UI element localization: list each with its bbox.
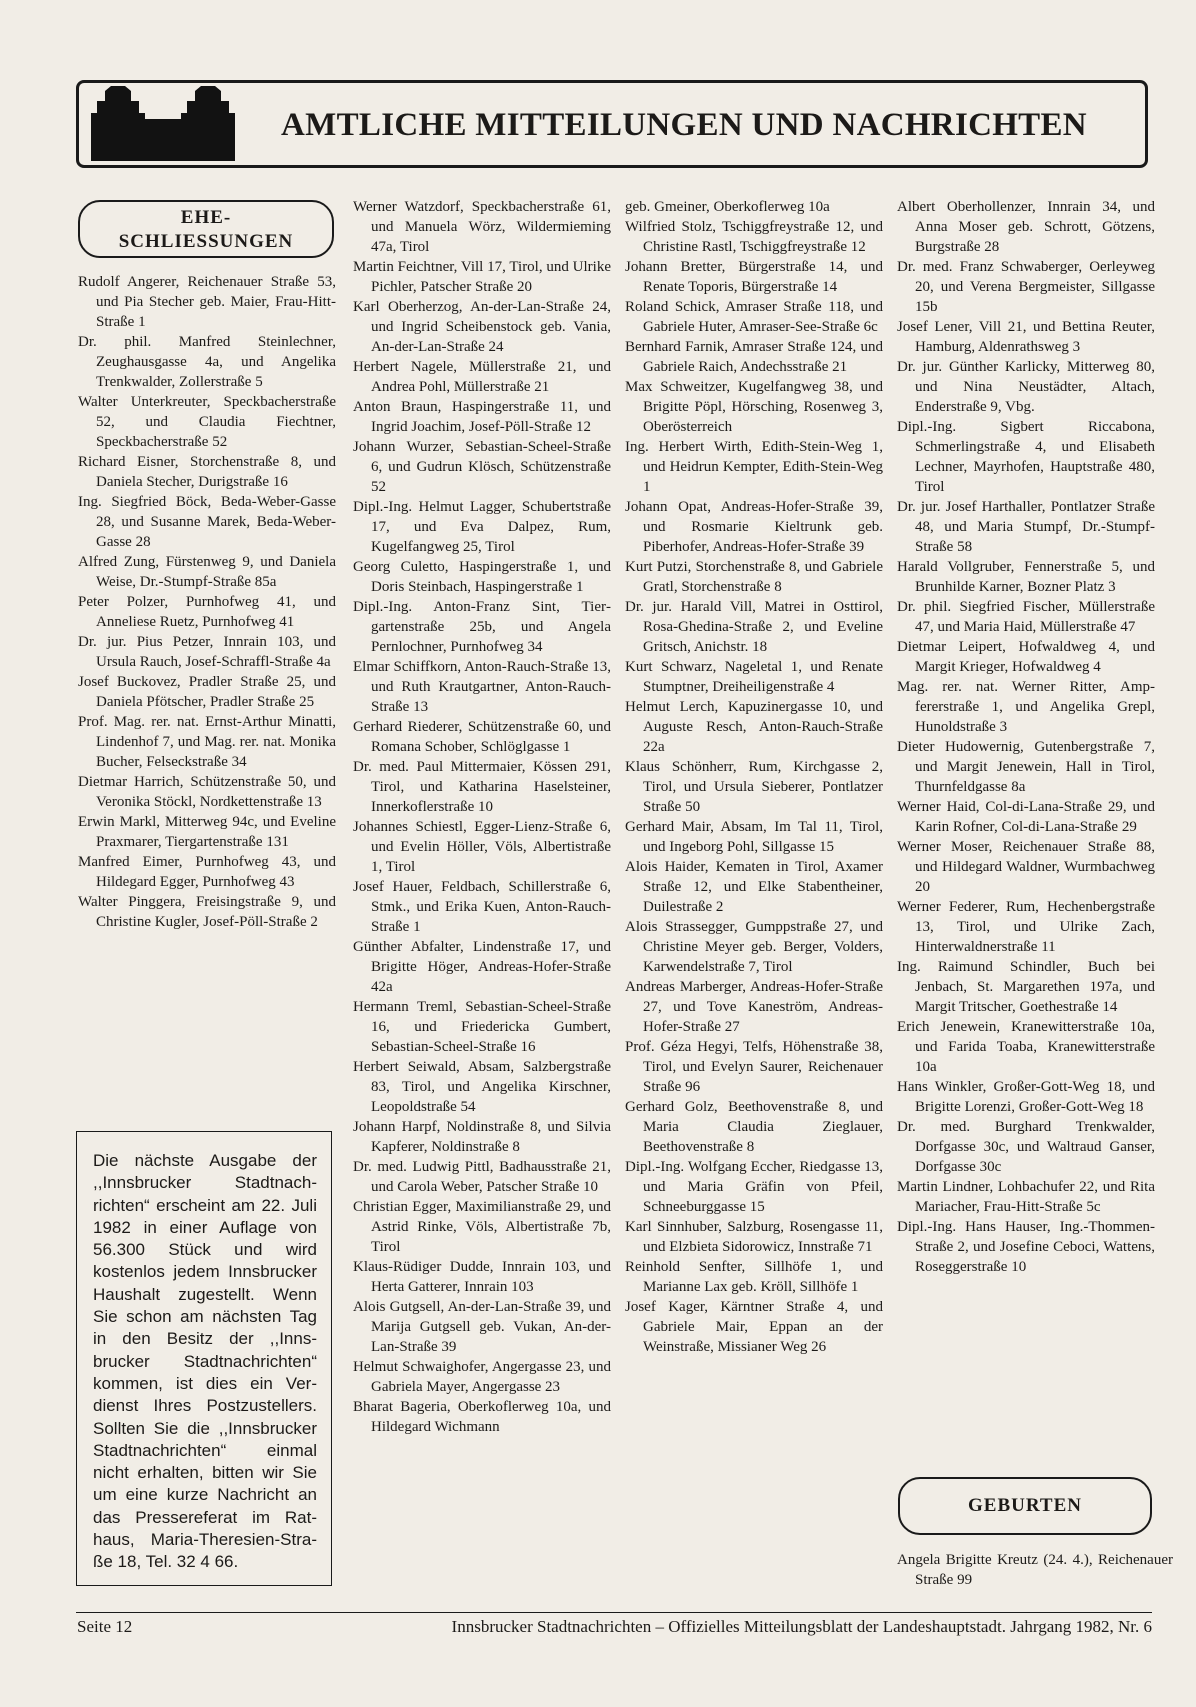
list-item: Gerhard Riederer, Schützenstraße 60, und Romana Schober, Schlöglgasse 1 bbox=[353, 719, 611, 755]
list-item: Elmar Schiffkorn, Anton-Rauch-Straße 13, und Ruth Krautgartner, Anton-Rauch-Straße 13 bbox=[353, 659, 611, 715]
list-item: Ing. Siegfried Böck, Beda-Weber-Gasse 28, und Susanne Marek, Beda-Weber-Gasse 28 bbox=[78, 494, 336, 550]
list-item: Dr. jur. Pius Petzer, Innrain 103, und Ursula Rauch, Josef-Schraffl-Straße 4a bbox=[78, 634, 336, 670]
birth-entry: Angela Brigitte Kreutz (24. 4.), Reichenauer Straße 99 bbox=[897, 1552, 1173, 1588]
list-item: Walter Unterkreuter, Speckbacherstraße 52, und Claudia Fiechtner, Speckbacherstraße 52 bbox=[78, 394, 336, 450]
list-item: Alois Haider, Kematen in Tirol, Axamer Straße 12, und Elke Stabentheiner, Duilestraße 2 bbox=[625, 859, 883, 915]
list-item: Josef Hauer, Feldbach, Schillerstraße 6, Stmk., und Erika Kuen, Anton-Rauch-Straße 1 bbox=[353, 879, 611, 935]
list-item: Ing. Herbert Wirth, Edith-Stein-Weg 1, und Heidrun Kempter, Edith-Stein-Weg 1 bbox=[625, 439, 883, 495]
list-item: Dipl.-Ing. Anton-Franz Sint, Tiergartenstraße 25b, und Angela Pernlochner, Purnhofweg 34 bbox=[353, 599, 611, 655]
list-item: Alfred Zung, Fürstenweg 9, und Daniela Weise, Dr.-Stumpf-Straße 85a bbox=[78, 554, 336, 590]
list-item: Bharat Bageria, Oberkoflerweg 10a, und Hildegard Wichmann bbox=[353, 1399, 611, 1435]
list-item: Dr. jur. Harald Vill, Matrei in Osttirol, Rosa-Ghedina-Straße 2, und Eveline Gritsch, Anichstr. 18 bbox=[625, 599, 883, 655]
header-banner bbox=[76, 80, 1148, 168]
list-item: Hans Winkler, Großer-Gott-Weg 18, und Brigitte Lorenzi, Großer-Gott-Weg 18 bbox=[897, 1079, 1155, 1115]
list-item: Erwin Markl, Mitterweg 94c, und Eveline Praxmarer, Tiergartenstraße 131 bbox=[78, 814, 336, 850]
list-item: Johann Opat, Andreas-Hofer-Straße 39, und Rosmarie Kieltrunk geb. Piberhofer, Andreas-Hofer-Straße 39 bbox=[625, 499, 883, 555]
list-item: Erich Jenewein, Kranewitterstraße 10a, und Farida Toaba, Kranewitterstraße 10a bbox=[897, 1019, 1155, 1075]
list-item: Dr. med. Franz Schwaberger, Oerleyweg 20, und Verena Bergmeister, Sillgasse 15b bbox=[897, 259, 1155, 315]
list-item: Hermann Treml, Sebastian-Scheel-Straße 16, und Friedericka Gumbert, Sebastian-Scheel-Straße 16 bbox=[353, 999, 611, 1055]
column-3 bbox=[625, 197, 883, 1357]
list-item: Dr. jur. Günther Karlicky, Mitterweg 80, und Nina Neustädter, Altach, Enderstraße 9, Vbg. bbox=[897, 359, 1155, 415]
list-item: Gerhard Mair, Absam, Im Tal 11, Tirol, und Ingeborg Pohl, Sillgasse 15 bbox=[625, 819, 883, 855]
list-item: Rudolf Angerer, Reichenauer Straße 53, und Pia Stecher geb. Maier, Frau-Hitt-Straße 1 bbox=[78, 274, 336, 330]
list-item: Herbert Seiwald, Absam, Salzbergstraße 83, Tirol, und Angelika Kirschner, Leopoldstraße 54 bbox=[353, 1059, 611, 1115]
list-item: Werner Watzdorf, Speckbacherstraße 61, und Manuela Wörz, Wildermieming 47a, Tirol bbox=[353, 199, 611, 255]
list-item: Dipl.-Ing. Wolfgang Eccher, Riedgasse 13, und Maria Gräfin von Pfeil, Schneeburggasse 15 bbox=[625, 1159, 883, 1215]
list-item: Josef Kager, Kärntner Straße 4, und Gabriele Mair, Eppan an der Weinstraße, Missianer Weg 26 bbox=[625, 1299, 883, 1355]
list-item: Dr. med. Paul Mittermaier, Kössen 291, Tirol, und Katharina Haselsteiner, Innerkoflerstraße 10 bbox=[353, 759, 611, 815]
list-item: Josef Buckovez, Pradler Straße 25, und Daniela Pfötscher, Pradler Straße 25 bbox=[78, 674, 336, 710]
list-item: Dr. phil. Siegfried Fischer, Müllerstraße 47, und Maria Haid, Müllerstraße 47 bbox=[897, 599, 1155, 635]
list-item: Dietmar Harrich, Schützenstraße 50, und Veronika Stöckl, Nordkettenstraße 13 bbox=[78, 774, 336, 810]
footer-divider bbox=[76, 1612, 1152, 1613]
list-item: Albert Oberhollenzer, Innrain 34, und Anna Moser geb. Schrott, Götzens, Burgstraße 28 bbox=[897, 199, 1155, 255]
list-item: Gerhard Golz, Beethovenstraße 8, und Maria Claudia Zieglauer, Beethovenstraße 8 bbox=[625, 1099, 883, 1155]
column-2 bbox=[353, 197, 611, 1437]
section-heading-eheschliessungen bbox=[78, 200, 334, 258]
list-item: Dieter Hudowernig, Gutenbergstraße 7, und Margit Jenewein, Hall in Tirol, Thurnfeldgasse 8a bbox=[897, 739, 1155, 795]
list-item: Dipl.-Ing. Hans Hauser, Ing.-Thommen-Straße 2, und Josefine Ceboci, Wattens, Roseggerstraße 10 bbox=[897, 1219, 1155, 1275]
list-item: Anton Braun, Haspingerstraße 11, und Ingrid Joachim, Josef-Pöll-Straße 12 bbox=[353, 399, 611, 435]
list-item: Kurt Putzi, Storchenstraße 8, und Gabriele Gratl, Storchenstraße 8 bbox=[625, 559, 883, 595]
publication-info: Innsbrucker Stadtnachrichten – Offizielles Mitteilungsblatt der Landeshauptstadt. Jahrgang 1982, Nr. 6 bbox=[451, 1617, 1152, 1636]
list-item: Christian Egger, Maximilianstraße 29, und Astrid Rinke, Völs, Albertistraße 7b, Tirol bbox=[353, 1199, 611, 1255]
list-item: Helmut Schwaighofer, Angergasse 23, und Gabriela Mayer, Angergasse 23 bbox=[353, 1359, 611, 1395]
list-item: Klaus Schönherr, Rum, Kirchgasse 2, Tirol, und Ursula Sieberer, Pontlatzer Straße 50 bbox=[625, 759, 883, 815]
list-item: Martin Feichtner, Vill 17, Tirol, und Ulrike Pichler, Patscher Straße 20 bbox=[353, 259, 611, 295]
list-item: Karl Sinnhuber, Salzburg, Rosengasse 11, und Elzbieta Sidorowicz, Innstraße 71 bbox=[625, 1219, 883, 1255]
list-item: Prof. Géza Hegyi, Telfs, Höhenstraße 38, Tirol, und Evelyn Saurer, Reichenauer Straße 96 bbox=[625, 1039, 883, 1095]
list-item: Max Schweitzer, Kugelfangweg 38, und Brigitte Pöpl, Hörsching, Rosenweg 3, Oberösterreich bbox=[625, 379, 883, 435]
list-item: Johann Wurzer, Sebastian-Scheel-Straße 6, und Gudrun Klösch, Schützenstraße 52 bbox=[353, 439, 611, 495]
section-heading-geburten: GEBURTEN bbox=[898, 1477, 1152, 1535]
list-item: Helmut Lerch, Kapuzinergasse 10, und Auguste Resch, Anton-Rauch-Straße 22a bbox=[625, 699, 883, 755]
page-title: AMTLICHE MITTEILUNGEN UND NACHRICHTEN bbox=[281, 107, 1087, 143]
page-number: Seite 12 bbox=[77, 1617, 133, 1636]
list-item: Karl Oberherzog, An-der-Lan-Straße 24, und Ingrid Scheibenstock geb. Vania, An-der-Lan-Straße 24 bbox=[353, 299, 611, 355]
list-item: Dipl.-Ing. Helmut Lagger, Schubertstraße 17, und Eva Dalpez, Rum, Kugelfangweg 25, Tirol bbox=[353, 499, 611, 555]
list-item: geb. Gmeiner, Oberkoflerweg 10a bbox=[625, 199, 830, 215]
list-item: Martin Lindner, Lohbachufer 22, und Rita Mariacher, Frau-Hitt-Straße 5c bbox=[897, 1179, 1155, 1215]
list-item: Wilfried Stolz, Tschiggfreystraße 12, und Christine Rastl, Tschiggfreystraße 12 bbox=[625, 219, 883, 255]
section-heading-text: EHE- SCHLIESSUNGEN bbox=[118, 207, 294, 252]
column-4 bbox=[897, 197, 1155, 1277]
list-item: Alois Gutgsell, An-der-Lan-Straße 39, und Marija Gutgsell geb. Vukan, An-der-Lan-Straße 39 bbox=[353, 1299, 611, 1355]
list-item: Werner Federer, Rum, Hechenbergstraße 13, Tirol, und Ulrike Zach, Hinterwaldnerstraße 11 bbox=[897, 899, 1155, 955]
list-item: Walter Pinggera, Freisingstraße 9, und Christine Kugler, Josef-Pöll-Straße 2 bbox=[78, 894, 336, 930]
list-item: Dipl.-Ing. Sigbert Riccabona, Schmerlingstraße 4, und Elisabeth Lechner, Mayrhofen, Hauptstraße 480, Tirol bbox=[897, 419, 1155, 495]
list-item: Roland Schick, Amraser Straße 118, und Gabriele Huter, Amraser-See-Straße 6c bbox=[625, 299, 883, 335]
list-item: Ing. Raimund Schindler, Buch bei Jenbach, St. Margarethen 197a, und Margit Tritscher, Goethestraße 14 bbox=[897, 959, 1155, 1015]
list-item: Alois Strassegger, Gumppstraße 27, und Christine Meyer geb. Berger, Volders, Karwendelstraße 7, Tirol bbox=[625, 919, 883, 975]
list-item: Dr. med. Burghard Trenkwalder, Dorfgasse 30c, und Waltraud Ganser, Dorfgasse 30c bbox=[897, 1119, 1155, 1175]
list-item: Andreas Marberger, Andreas-Hofer-Straße 27, und Tove Kaneström, Andreas-Hofer-Straße 27 bbox=[625, 979, 883, 1035]
notice-box: Die nächste Ausgabe der ,,Innsbrucker Stadtnachrichten“ erscheint am 22. Juli 1982 in einer Auflage von 56.300 Stück und wird kostenlos jedem Innsbrucker Haushalt zugestellt. Wenn Sie schon am nächsten Tag in den Besitz der ,,Innsbrucker Stadtnachrichten“ kommen, ist dies ein Verdienst Ihres Postzustellers. Sollten Sie die ,,Innsbrucker Stadtnachrichten“ einmal nicht erhalten, bitten wir Sie um eine kurze Nachricht an das Pressereferat im Rathaus, Maria-Theresien-Straße 18, Tel. 32 4 66. bbox=[76, 1131, 332, 1586]
list-item: Bernhard Farnik, Amraser Straße 124, und Gabriele Raich, Andechsstraße 21 bbox=[625, 339, 883, 375]
list-item: Dr. med. Ludwig Pittl, Badhausstraße 21, und Carola Weber, Patscher Straße 10 bbox=[353, 1159, 611, 1195]
column-1 bbox=[78, 272, 336, 932]
list-item: Günther Abfalter, Lindenstraße 17, und Brigitte Höger, Andreas-Hofer-Straße 42a bbox=[353, 939, 611, 995]
list-item: Herbert Nagele, Müllerstraße 21, und Andrea Pohl, Müllerstraße 21 bbox=[353, 359, 611, 395]
list-item: Dr. jur. Josef Harthaller, Pontlatzer Straße 48, und Maria Stumpf, Dr.-Stumpf-Straße 58 bbox=[897, 499, 1155, 555]
list-item: Manfred Eimer, Purnhofweg 43, und Hildegard Egger, Purnhofweg 43 bbox=[78, 854, 336, 890]
list-item: Reinhold Senfter, Sillhöfe 1, und Marianne Lax geb. Kröll, Sillhöfe 1 bbox=[625, 1259, 883, 1295]
list-item: Richard Eisner, Storchenstraße 8, und Daniela Stecher, Durigstraße 16 bbox=[78, 454, 336, 490]
list-item: Georg Culetto, Haspingerstraße 1, und Doris Steinbach, Haspingerstraße 1 bbox=[353, 559, 611, 595]
list-item: Dr. phil. Manfred Steinlechner, Zeughausgasse 4a, und Angelika Trenkwalder, Zollerstraße 5 bbox=[78, 334, 336, 390]
list-item: Peter Polzer, Purnhofweg 41, und Anneliese Ruetz, Purnhofweg 41 bbox=[78, 594, 336, 630]
list-item: Prof. Mag. rer. nat. Ernst-Arthur Minatti, Lindenhof 7, und Mag. rer. nat. Monika Bucher, Felseckstraße 34 bbox=[78, 714, 336, 770]
list-item: Dietmar Leipert, Hofwaldweg 4, und Margit Krieger, Hofwaldweg 4 bbox=[897, 639, 1155, 675]
list-item: Harald Vollgruber, Fennerstraße 5, und Brunhilde Karner, Bozner Platz 3 bbox=[897, 559, 1155, 595]
list-item: Johann Harpf, Noldinstraße 8, und Silvia Kapferer, Noldinstraße 8 bbox=[353, 1119, 611, 1155]
list-item: Klaus-Rüdiger Dudde, Innrain 103, und Herta Gatterer, Innrain 103 bbox=[353, 1259, 611, 1295]
list-item: Kurt Schwarz, Nageletal 1, und Renate Stumptner, Dreiheiligenstraße 4 bbox=[625, 659, 883, 695]
list-item: Mag. rer. nat. Werner Ritter, Ampfererstraße 1, und Angelika Grepl, Hunoldstraße 3 bbox=[897, 679, 1155, 735]
list-item: Johann Bretter, Bürgerstraße 14, und Renate Toporis, Bürgerstraße 14 bbox=[625, 259, 883, 295]
coat-of-arms-icon bbox=[89, 83, 239, 165]
list-item: Johannes Schiestl, Egger-Lienz-Straße 6, und Evelin Höller, Völs, Albertistraße 1, Tirol bbox=[353, 819, 611, 875]
list-item: Werner Haid, Col-di-Lana-Straße 29, und Karin Rofner, Col-di-Lana-Straße 29 bbox=[897, 799, 1155, 835]
list-item: Werner Moser, Reichenauer Straße 88, und Hildegard Waldner, Wurmbachweg 20 bbox=[897, 839, 1155, 895]
list-item: Josef Lener, Vill 21, und Bettina Reuter, Hamburg, Aldenrathsweg 3 bbox=[897, 319, 1155, 355]
